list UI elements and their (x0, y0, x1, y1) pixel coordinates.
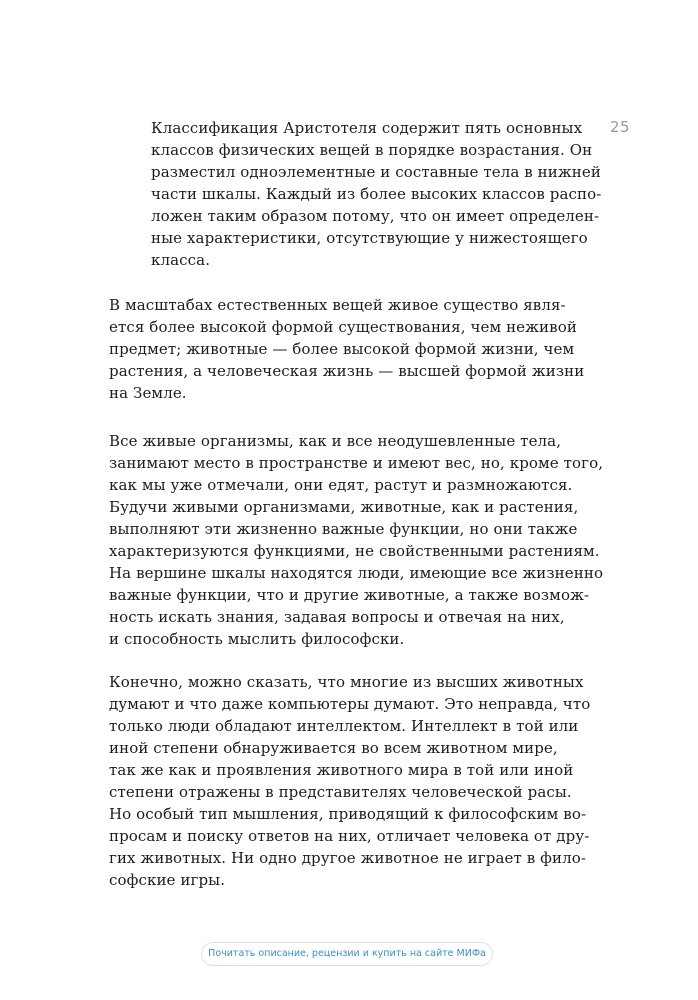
paragraph-line: гих животных. Ни одно другое животное не играет в фило- (109, 849, 587, 867)
paragraph-line: Конечно, можно сказать, что многие из высших животных (109, 673, 584, 691)
paragraph-line: степени отражены в представителях человеческой расы. (109, 783, 572, 801)
paragraph-line: как мы уже отмечали, они едят, растут и размножаются. (109, 476, 573, 494)
quote-line: ные характеристики, отсутствующие у нижестоящего (151, 229, 588, 247)
quote-line: классов физических вещей в порядке возрастания. Он (151, 141, 593, 159)
paragraph-line: растения, а человеческая жизнь — высшей формой жизни (109, 362, 585, 380)
block-quote (151, 117, 601, 271)
paragraph-line: выполняют эти жизненно важные функции, но они также (109, 520, 578, 538)
quote-line: класса. (151, 251, 211, 269)
paragraph-line: и способность мыслить философски. (109, 630, 405, 648)
page-number: 25 (610, 118, 631, 136)
paragraph-line: только люди обладают интеллектом. Интеллект в той или (109, 717, 579, 735)
paragraph-line: на Земле. (109, 384, 187, 402)
paragraph-3 (109, 671, 590, 891)
paragraph-line: ется более высокой формой существования, чем неживой (109, 318, 577, 336)
paragraph-line: ность искать знания, задавая вопросы и отвечая на них, (109, 608, 565, 626)
quote-line: ложен таким образом потому, что он имеет определен- (151, 207, 600, 225)
paragraph-line: характеризуются функциями, не свойственными растениям. (109, 542, 600, 560)
quote-line: разместил одноэлементные и составные тела в нижней (151, 163, 601, 181)
paragraph-line: иной степени обнаруживается во всем животном мире, (109, 739, 558, 757)
paragraph-line: предмет; животные — более высокой формой жизни, чем (109, 340, 575, 358)
buy-on-mif-link[interactable]: Почитать описание, рецензии и купить на сайте МИФа (201, 942, 493, 966)
paragraph-line: думают и что даже компьютеры думают. Это неправда, что (109, 695, 591, 713)
paragraph-line: просам и поиску ответов на них, отличает человека от дру- (109, 827, 590, 845)
paragraph-line: занимают место в пространстве и имеют вес, но, кроме того, (109, 454, 604, 472)
quote-line: Классификация Аристотеля содержит пять основных (151, 119, 583, 137)
paragraph-line: Все живые организмы, как и все неодушевленные тела, (109, 432, 562, 450)
paragraph-1 (109, 294, 584, 404)
paragraph-line: Будучи живыми организмами, животные, как и растения, (109, 498, 579, 516)
paragraph-line: важные функции, что и другие животные, а также возмож- (109, 586, 590, 604)
paragraph-2 (109, 430, 603, 650)
paragraph-line: Но особый тип мышления, приводящий к философским во- (109, 805, 587, 823)
paragraph-line: софские игры. (109, 871, 226, 889)
paragraph-line: так же как и проявления животного мира в той или иной (109, 761, 574, 779)
paragraph-line: В масштабах естественных вещей живое существо явля- (109, 296, 566, 314)
quote-line: части шкалы. Каждый из более высоких классов распо- (151, 185, 602, 203)
paragraph-line: На вершине шкалы находятся люди, имеющие все жизненно (109, 564, 604, 582)
